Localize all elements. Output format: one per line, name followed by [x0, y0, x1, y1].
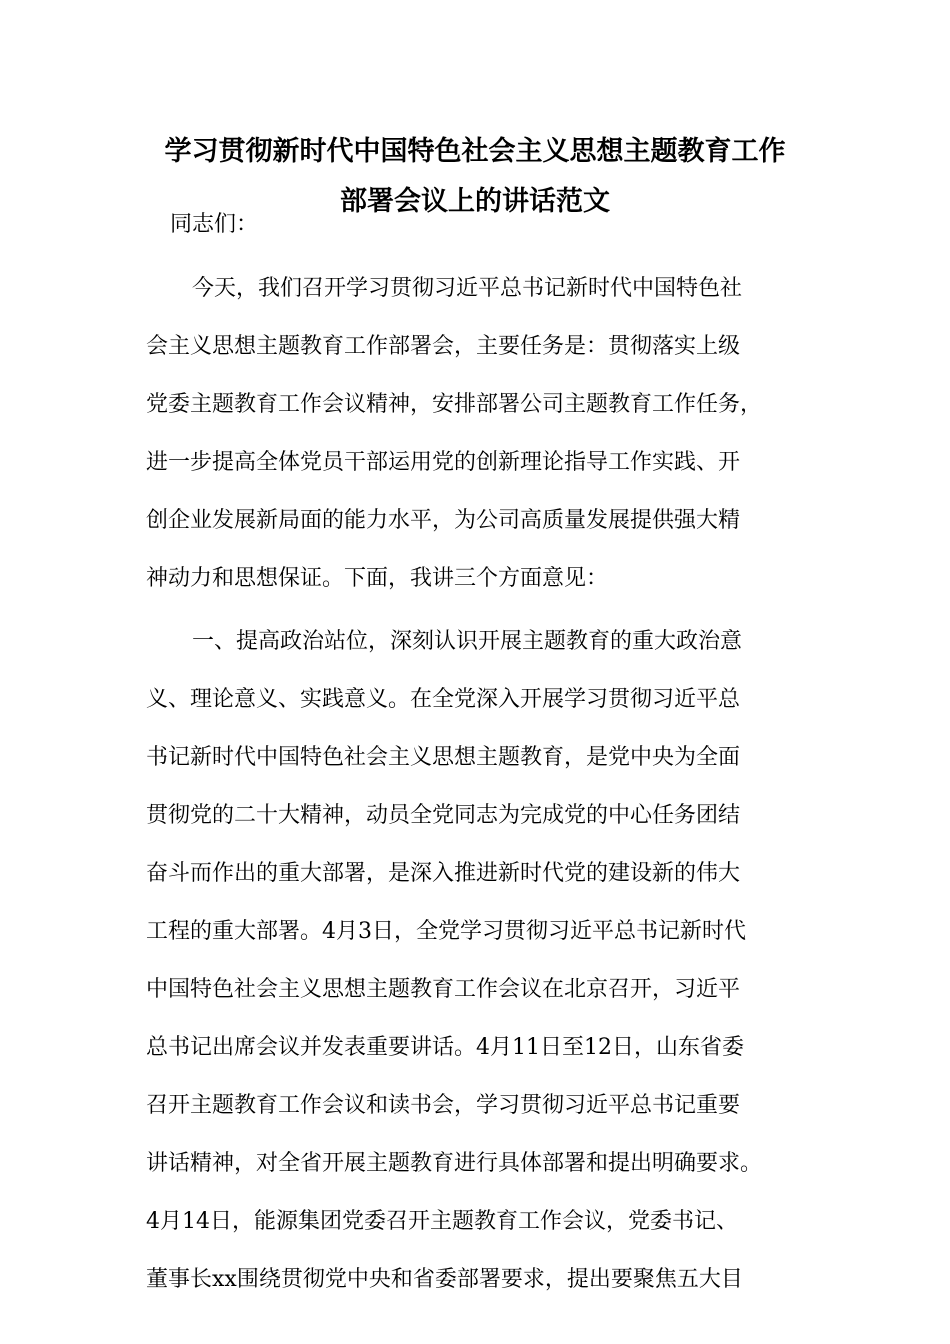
document-title-line-2: 部署会议上的讲话范文: [340, 186, 610, 217]
paragraph-line: 董事长xx围绕贯彻党中央和省委部署要求，提出要聚焦五大目: [146, 1267, 743, 1292]
document-title-line-1: 学习贯彻新时代中国特色社会主义思想主题教育工作: [164, 136, 786, 167]
paragraph-line: 神动力和思想保证。下面，我讲三个方面意见：: [146, 566, 609, 591]
paragraph-line: 4月14日，能源集团党委召开主题教育工作会议，党委书记、: [146, 1209, 738, 1234]
paragraph-line: 工程的重大部署。4月3日，全党学习贯彻习近平总书记新时代: [146, 919, 746, 944]
paragraph-line: 今天，我们召开学习贯彻习近平总书记新时代中国特色社: [192, 276, 743, 301]
paragraph-line: 贯彻党的二十大精神，动员全党同志为完成党的中心任务团结: [146, 803, 741, 828]
paragraph-line: 会主义思想主题教育工作部署会，主要任务是：贯彻落实上级: [146, 334, 741, 359]
paragraph-line: 党委主题教育工作会议精神，安排部署公司主题教育工作任务，: [146, 392, 763, 417]
paragraph-line: 召开主题教育工作会议和读书会，学习贯彻习近平总书记重要: [146, 1093, 741, 1118]
paragraph-line: 进一步提高全体党员干部运用党的创新理论指导工作实践、开: [146, 450, 741, 475]
paragraph-line: 讲话精神，对全省开展主题教育进行具体部署和提出明确要求。: [146, 1151, 763, 1176]
paragraph-line: 中国特色社会主义思想主题教育工作会议在北京召开，习近平: [146, 977, 741, 1002]
paragraph-line: 义、理论意义、实践意义。在全党深入开展学习贯彻习近平总: [146, 687, 741, 712]
paragraph-line: 创企业发展新局面的能力水平，为公司高质量发展提供强大精: [146, 508, 741, 533]
paragraph-line: 书记新时代中国特色社会主义思想主题教育，是党中央为全面: [146, 745, 741, 770]
salutation: 同志们：: [170, 212, 259, 237]
paragraph-line: 一、提高政治站位，深刻认识开展主题教育的重大政治意: [192, 629, 743, 654]
paragraph-line: 总书记出席会议并发表重要讲话。4月11日至12日，山东省委: [146, 1035, 744, 1060]
paragraph-line: 奋斗而作出的重大部署，是深入推进新时代党的建设新的伟大: [146, 861, 741, 886]
